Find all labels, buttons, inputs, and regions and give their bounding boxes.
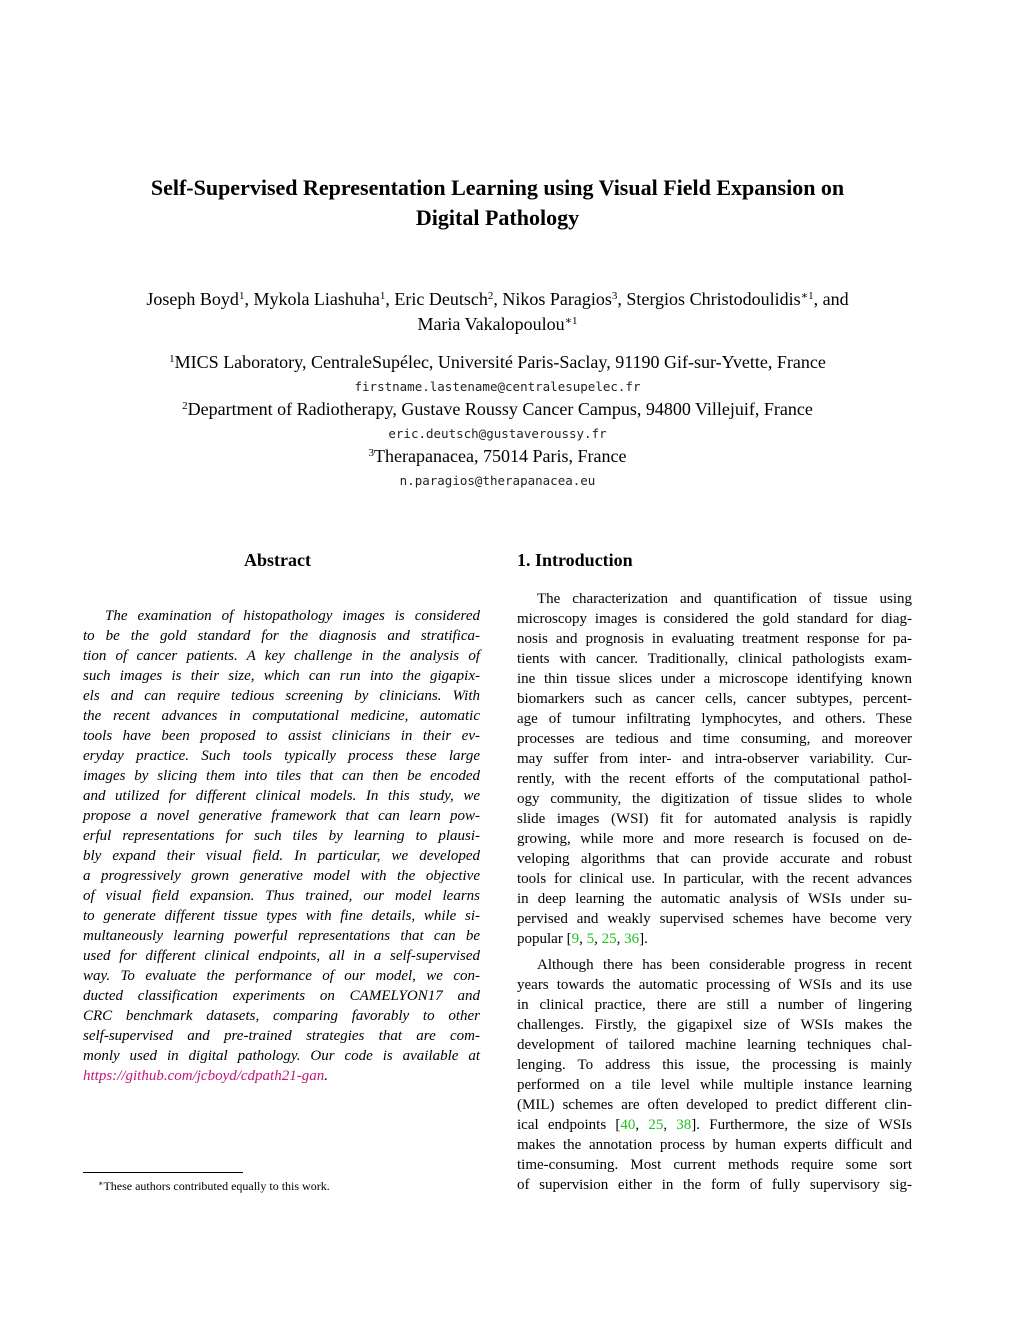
abstract-line: els and can require tedious screening by clinicians. With <box>83 688 480 704</box>
author-affil-sup: 3 <box>611 290 618 302</box>
intro-text: ]. Furthermore, the size of WSIs <box>691 1117 912 1133</box>
footnote-mark: ∗ <box>98 1179 104 1188</box>
affiliation-sup: 2 <box>182 400 188 412</box>
abstract-line: to generate different tissue types with fine details, while si- <box>83 908 480 924</box>
intro-line-citations: ical endpoints [40, 25, 38]. Furthermore, the size of WSIs <box>517 1117 912 1133</box>
intro-line: processes are tedious and time consuming, and moreover <box>517 731 912 747</box>
intro-line: The characterization and quantification of tissue using <box>537 591 912 607</box>
footnote-rule <box>83 1172 243 1173</box>
intro-line: development of tailored machine learning techniques chal- <box>517 1037 912 1053</box>
abstract-line: a progressively grown generative model with the objective <box>83 868 480 884</box>
abstract-line: eryday practice. Such tools typically process these large <box>83 748 480 764</box>
intro-line: age of tumour infiltrating lymphocytes, and others. These <box>517 711 912 727</box>
abstract-line: multaneously learning powerful representations that can be <box>83 928 480 944</box>
intro-line: biomarkers such as cancer cells, cancer subtypes, percent- <box>517 691 912 707</box>
abstract-line: and utilized for different clinical models. In this study, we <box>83 788 480 804</box>
affiliation-3 <box>60 445 935 467</box>
introduction-paragraph-2 <box>517 955 912 1195</box>
intro-line: slide images (WSI) fit for automated analysis is rapidly <box>517 811 912 827</box>
abstract-line: images by slicing them into tiles that can then be encoded <box>83 768 480 784</box>
author-line-2 <box>80 312 915 337</box>
abstract-line: to be the gold standard for the diagnosis and stratifica- <box>83 628 480 644</box>
intro-line: time-consuming. Most current methods require some sort <box>517 1157 912 1173</box>
intro-line: years towards the automatic processing of WSIs and its use <box>517 977 912 993</box>
intro-text: ]. <box>639 931 648 947</box>
author-line-1 <box>80 287 915 312</box>
intro-line: in deep learning the automatic analysis of WSIs under su- <box>517 891 912 907</box>
affiliation-text: Therapanacea, 75014 Paris, France <box>374 446 627 466</box>
intro-line: makes the annotation process by human experts difficult and <box>517 1137 912 1153</box>
abstract-heading: Abstract <box>244 550 311 570</box>
abstract-line: The examination of histopathology images is considered <box>105 608 480 624</box>
intro-line: performed on a tile level while multiple instance learning <box>517 1077 912 1093</box>
intro-line: in clinical practice, there are still a number of lingering <box>517 997 912 1013</box>
intro-line: lenging. To address this issue, the processing is mainly <box>517 1057 912 1073</box>
abstract-line: bly expand their visual field. In particular, we developed <box>83 848 480 864</box>
author-name: , Eric Deutsch <box>385 289 488 309</box>
abstract-line: monly used in digital pathology. Our code is available at <box>83 1048 480 1064</box>
citation-link[interactable]: 36 <box>624 931 640 947</box>
affiliation-2 <box>60 398 935 420</box>
affiliation-text: Department of Radiotherapy, Gustave Roussy Cancer Campus, 94800 Villejuif, France <box>187 399 813 419</box>
abstract-line: ducted classification experiments on CAMELYON17 and <box>83 988 480 1004</box>
citation-link[interactable]: 5 <box>586 931 595 947</box>
introduction-paragraph-1 <box>517 589 912 949</box>
intro-line: challenges. Firstly, the gigapixel size of WSIs makes the <box>517 1017 912 1033</box>
abstract-line: propose a novel generative framework that can learn pow- <box>83 808 480 824</box>
intro-line: pervised and weakly supervised schemes have become very <box>517 911 912 927</box>
intro-line: tients with cancer. Traditionally, clinical pathologists exam- <box>517 651 912 667</box>
intro-line: (MIL) schemes are often developed to predict different clin- <box>517 1097 912 1113</box>
intro-line: veloping algorithms that can provide accurate and robust <box>517 851 912 867</box>
intro-line: nosis and prognosis in evaluating treatment response for pa- <box>517 631 912 647</box>
introduction-heading: 1. Introduction <box>517 550 633 570</box>
intro-line: rently, with the recent efforts of the computational pathol- <box>517 771 912 787</box>
abstract-line: used for different clinical endpoints, all in a self-supervised <box>83 948 480 964</box>
author-list <box>80 287 915 337</box>
footnote <box>98 1178 330 1194</box>
intro-line: tools for clinical use. In particular, with the recent advances <box>517 871 912 887</box>
intro-text: ical endpoints [ <box>517 1117 621 1133</box>
intro-line: of supervision either in the form of fully supervisory sig- <box>517 1177 912 1193</box>
abstract-line: self-supervised and pre-trained strategies that are com- <box>83 1028 480 1044</box>
abstract-line: tion of cancer patients. A key challenge in the analysis of <box>83 648 480 664</box>
paper-title <box>100 173 895 233</box>
intro-line: microscopy images is considered the gold standard for diag- <box>517 611 912 627</box>
abstract-line: of visual field expansion. Thus trained, our model learns <box>83 888 480 904</box>
affiliation-2-email: eric.deutsch@gustaveroussy.fr <box>388 426 607 441</box>
abstract-line: the recent advances in computational medicine, automatic <box>83 708 480 724</box>
abstract-line: CRC benchmark datasets, comparing favorably to other <box>83 1008 480 1024</box>
author-name: , Mykola Liashuha <box>244 289 380 309</box>
intro-line: growing, while more and more research is focused on de- <box>517 831 912 847</box>
affiliation-3-email: n.paragios@therapanacea.eu <box>399 473 596 488</box>
intro-text: popular [ <box>517 931 572 947</box>
citation-link[interactable]: 25 <box>648 1117 664 1133</box>
author-name: Maria Vakalopoulou <box>417 314 565 334</box>
author-separator: , and <box>813 289 849 309</box>
author-affil-sup: 1 <box>379 290 386 302</box>
intro-line: ogy community, the digitization of tissue slides to whole <box>517 791 912 807</box>
author-affil-sup: 2 <box>487 290 494 302</box>
author-affil-sup: ∗1 <box>800 290 814 302</box>
affiliation-1 <box>60 351 935 373</box>
intro-line: ine thin tissue slices under a microscope identifying known <box>517 671 912 687</box>
author-affil-sup: 1 <box>238 290 245 302</box>
affiliation-sup: 1 <box>169 353 175 365</box>
citation-link[interactable]: 38 <box>676 1117 692 1133</box>
abstract-last-line <box>83 1066 480 1086</box>
citation-link[interactable]: 40 <box>620 1117 636 1133</box>
author-affil-sup: ∗1 <box>564 315 578 327</box>
abstract-line: such images is their size, which can run into the gigapix- <box>83 668 480 684</box>
abstract-line: tools have been proposed to assist clinicians in their ev- <box>83 728 480 744</box>
citation-link[interactable]: 25 <box>601 931 617 947</box>
abstract-line: erful representations for such tiles by learning to plausi- <box>83 828 480 844</box>
author-name: Joseph Boyd <box>146 289 239 309</box>
title-line-1: Self-Supervised Representation Learning using Visual Field Expansion on <box>150 175 845 200</box>
abstract-end-punct: . <box>324 1068 328 1084</box>
footnote-text: These authors contributed equally to this work. <box>103 1179 330 1193</box>
intro-line: may suffer from inter- and intra-observer variability. Cur- <box>517 751 912 767</box>
intro-line-citations: popular [9, 5, 25, 36]. <box>517 931 648 947</box>
intro-line: Although there has been considerable progress in recent <box>537 957 912 973</box>
author-name: , Nikos Paragios <box>493 289 612 309</box>
affiliation-sup: 3 <box>368 447 375 459</box>
author-name: , Stergios Christodoulidis <box>617 289 801 309</box>
code-repository-link[interactable]: https://github.com/jcboyd/cdpath21-gan <box>83 1068 325 1084</box>
title-line-2: Digital Pathology <box>415 205 580 230</box>
affiliation-text: MICS Laboratory, CentraleSupélec, Université Paris-Saclay, 91190 Gif-sur-Yvette, France <box>174 352 826 372</box>
citation-link[interactable]: 9 <box>571 931 580 947</box>
abstract-line: way. To evaluate the performance of our model, we con- <box>83 968 480 984</box>
abstract-body <box>83 606 480 1086</box>
affiliation-1-email: firstname.lastename@centralesupelec.fr <box>354 379 641 394</box>
